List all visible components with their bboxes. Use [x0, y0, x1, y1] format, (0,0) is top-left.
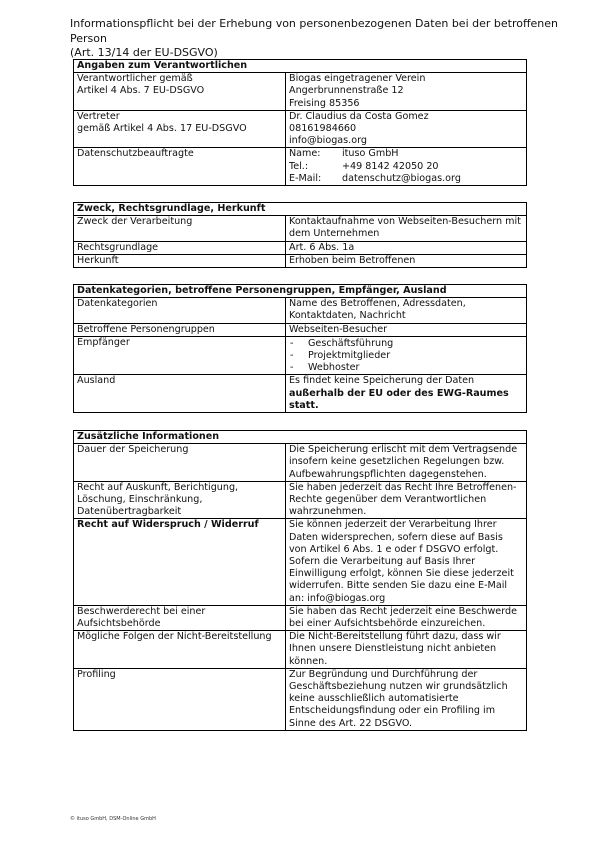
row-value: Sie haben das Recht jederzeit eine Beschwerde bei einer Aufsichtsbehörde einzureichen. [286, 605, 527, 630]
table-row [74, 631, 527, 669]
section-verantwortliche [73, 59, 527, 186]
table-row [74, 73, 527, 111]
row-value: Sie haben jederzeit das Recht Ihre Betroffenen-Rechte gegenüber dem Verantwortlichen wahrzunehmen. [286, 481, 527, 519]
row-value: Die Speicherung erlischt mit dem Vertragsende insofern keine gesetzlichen Regelungen bzw. Aufbewahrungspflichten dagegenstehen. [286, 444, 527, 482]
row-label: Datenkategorien [74, 298, 286, 323]
ausland-text: Es findet keine Speicherung der Daten [289, 375, 475, 387]
section-heading: Angaben zum Verantwortlichen [74, 60, 527, 73]
document-title [70, 17, 595, 61]
document-title-line-1: Informationspflicht bei der Erhebung von personenbezogenen Daten bei der betroffenen Person [70, 17, 559, 45]
row-value: Name des Betroffenen, Adressdaten, Kontaktdaten, Nachricht [286, 298, 527, 323]
section-heading: Zusätzliche Informationen [74, 431, 527, 444]
list-item: - Webhoster [289, 362, 523, 374]
row-label: Profiling [74, 668, 286, 730]
row-value: Sie können jederzeit der Verarbeitung Ihrer Daten widersprechen, sofern diese auf Basis von Artikel 6 Abs. 1 e oder f DSGVO erfolgt. Sofern die Verarbeitung auf Basis Ihrer Einwilligung erfolgt, können Sie diese jederzeit widerrufen. Bitte senden Sie dazu eine E-Mail an: info@biogas.org [286, 519, 527, 605]
row-label: Datenschutzbeauftragte [74, 148, 286, 186]
row-value: Erhoben beim Betroffenen [286, 254, 527, 267]
section-zusaetzliche-informationen [73, 430, 527, 731]
table-row [74, 323, 527, 336]
row-value: Art. 6 Abs. 1a [286, 241, 527, 254]
row-label: Zweck der Verarbeitung [74, 216, 286, 241]
row-label [74, 519, 286, 605]
row-value [286, 336, 527, 375]
row-value [286, 375, 527, 413]
row-value: Zur Begründung und Durchführung der Geschäftsbeziehung nutzen wir grundsätzlich keine ausschließlich automatisierte Entscheidungsfindung oder ein Profiling im Sinne des Art. 22 DSGVO. [286, 668, 527, 730]
row-label: Empfänger [74, 336, 286, 375]
ausland-emphasis: außerhalb der EU oder des EWG-Raumes statt. [289, 387, 509, 411]
row-label: Dauer der Speicherung [74, 444, 286, 482]
table-row [74, 110, 527, 148]
table-row [74, 298, 527, 323]
document-title-line-2: (Art. 13/14 der EU-DSGVO) [70, 46, 218, 59]
dsb-tel-value: +49 8142 42050 20 [342, 160, 439, 172]
recipient-list [289, 338, 523, 375]
table-row [74, 668, 527, 730]
dsb-mail-value: datenschutz@biogas.org [342, 172, 461, 184]
row-value: Kontaktaufnahme von Webseiten-Besuchern mit dem Unternehmen [286, 216, 527, 241]
table-row [74, 241, 527, 254]
section-heading: Datenkategorien, betroffene Personengruppen, Empfänger, Ausland [74, 285, 527, 298]
row-value: Webseiten-Besucher [286, 323, 527, 336]
row-label: Vertreter gemäß Artikel 4 Abs. 17 EU-DSGVO [74, 110, 286, 148]
section-datenkategorien [73, 284, 527, 413]
copyright-footer: © ituso GmbH, DSM-Online GmbH [70, 816, 156, 822]
dsb-tel-key: Tel.: [289, 160, 309, 172]
dsb-mail-key: E-Mail: [289, 172, 322, 184]
table-row [74, 148, 527, 186]
section-zweck [73, 202, 527, 268]
row-label: Ausland [74, 375, 286, 413]
row-label: Herkunft [74, 254, 286, 267]
row-label: Betroffene Personengruppen [74, 323, 286, 336]
row-label: Verantwortlicher gemäß Artikel 4 Abs. 7 EU-DSGVO [74, 73, 286, 111]
widerspruch-label: Recht auf Widerspruch / Widerruf [77, 519, 259, 531]
dsb-contact-grid [289, 148, 523, 185]
list-item: - Geschäftsführung [289, 338, 523, 350]
row-label: Recht auf Auskunft, Berichtigung, Löschung, Einschränkung, Datenübertragbarkeit [74, 481, 286, 519]
row-label: Mögliche Folgen der Nicht-Bereitstellung [74, 631, 286, 669]
table-row [74, 254, 527, 267]
row-value: Dr. Claudius da Costa Gomez 08161984660 info@biogas.org [286, 110, 527, 148]
table-row [74, 519, 527, 605]
row-value: Die Nicht-Bereitstellung führt dazu, dass wir Ihnen unsere Dienstleistung nicht anbieten können. [286, 631, 527, 669]
section-heading: Zweck, Rechtsgrundlage, Herkunft [74, 203, 527, 216]
table-row [74, 336, 527, 375]
table-row [74, 216, 527, 241]
row-value [286, 148, 527, 186]
table-row [74, 375, 527, 413]
row-label: Rechtsgrundlage [74, 241, 286, 254]
table-row [74, 605, 527, 630]
table-row [74, 481, 527, 519]
dsb-name-key: Name: [289, 148, 321, 160]
row-label: Beschwerderecht bei einer Aufsichtsbehörde [74, 605, 286, 630]
row-value: Biogas eingetragener Verein Angerbrunnenstraße 12 Freising 85356 [286, 73, 527, 111]
dsb-name-value: ituso GmbH [342, 148, 399, 160]
list-item: - Projektmitglieder [289, 350, 523, 362]
table-row [74, 444, 527, 482]
